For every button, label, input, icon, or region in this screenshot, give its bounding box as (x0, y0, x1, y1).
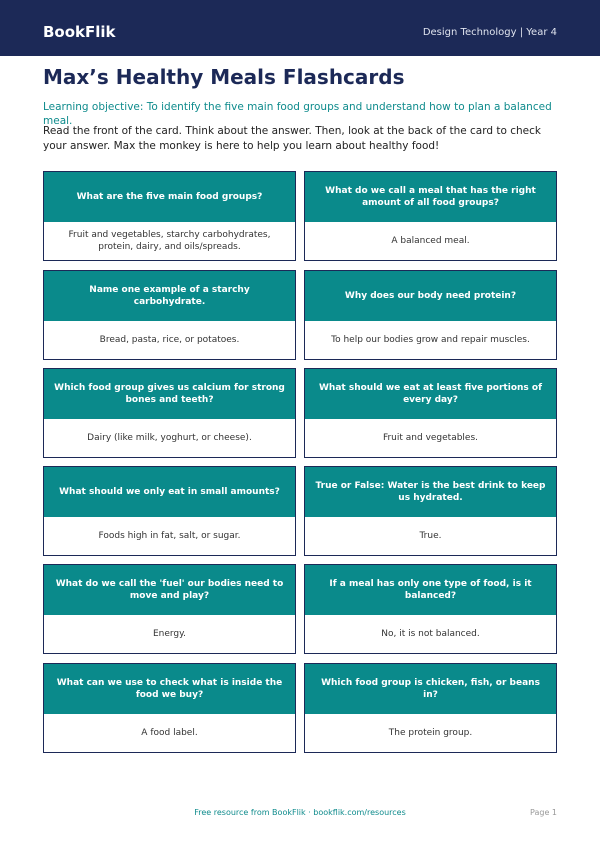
page-number: Page 1 (530, 808, 557, 817)
card-answer: No, it is not balanced. (381, 629, 480, 639)
page-title: Max’s Healthy Meals Flashcards (43, 65, 405, 89)
flashcard-4 (304, 270, 557, 360)
flashcard-12 (304, 663, 557, 753)
card-question: What should we eat at least five portions of every day? (305, 369, 556, 419)
learning-objective: Learning objective: To identify the five main food groups and understand how to plan a balanced meal. (43, 101, 552, 127)
card-question: Name one example of a starchy carbohydrate. (44, 271, 295, 321)
card-answer: The protein group. (388, 728, 473, 738)
card-answer: Bread, pasta, rice, or potatoes. (99, 335, 240, 345)
card-question: What can we use to check what is inside the food we buy? (44, 664, 295, 714)
card-question: Which food group gives us calcium for strong bones and teeth? (44, 369, 295, 419)
instructions-text: Read the front of the card. Think about the answer. Then, look at the back of the card to check your answer. Max the monkey is here to help you learn about healthy food! (43, 125, 541, 152)
flashcard-1 (43, 171, 296, 261)
card-answer: Energy. (152, 629, 187, 639)
card-answer: Dairy (like milk, yoghurt, or cheese). (87, 433, 252, 443)
card-question: Which food group is chicken, fish, or beans in? (305, 664, 556, 714)
card-answer: Foods high in fat, salt, or sugar. (98, 531, 241, 541)
card-question: What are the five main food groups? (44, 172, 295, 222)
flashcard-6 (304, 368, 557, 458)
card-question: If a meal has only one type of food, is it balanced? (305, 565, 556, 615)
card-question: Why does our body need protein? (305, 271, 556, 321)
subject-label: Design Technology | Year 4 (422, 27, 557, 38)
card-answer: True. (419, 531, 442, 541)
footer-resource-link[interactable]: Free resource from BookFlik · bookflik.com/resources (194, 808, 406, 817)
card-question: What do we call the 'fuel' our bodies need to move and play? (44, 565, 295, 615)
flashcard-11 (43, 663, 296, 753)
card-question: True or False: Water is the best drink to keep us hydrated. (305, 467, 556, 517)
brand-logo-text[interactable]: BookFlik (43, 23, 116, 41)
flashcard-5 (43, 368, 296, 458)
flashcard-3 (43, 270, 296, 360)
flashcard-2 (304, 171, 557, 261)
card-answer: Fruit and vegetables, starchy carbohydrates, protein, dairy, and oils/spreads. (68, 230, 271, 252)
card-answer: Fruit and vegetables. (382, 433, 479, 443)
card-question: What should we only eat in small amounts? (44, 467, 295, 517)
card-answer: A balanced meal. (391, 236, 470, 246)
top-bar (0, 0, 600, 56)
flashcard-7 (43, 466, 296, 556)
flashcard-9 (43, 564, 296, 654)
card-answer: A food label. (141, 728, 198, 738)
card-answer: To help our bodies grow and repair muscles. (331, 335, 530, 345)
flashcard-8 (304, 466, 557, 556)
flashcard-10 (304, 564, 557, 654)
card-question: What do we call a meal that has the right amount of all food groups? (305, 172, 556, 222)
